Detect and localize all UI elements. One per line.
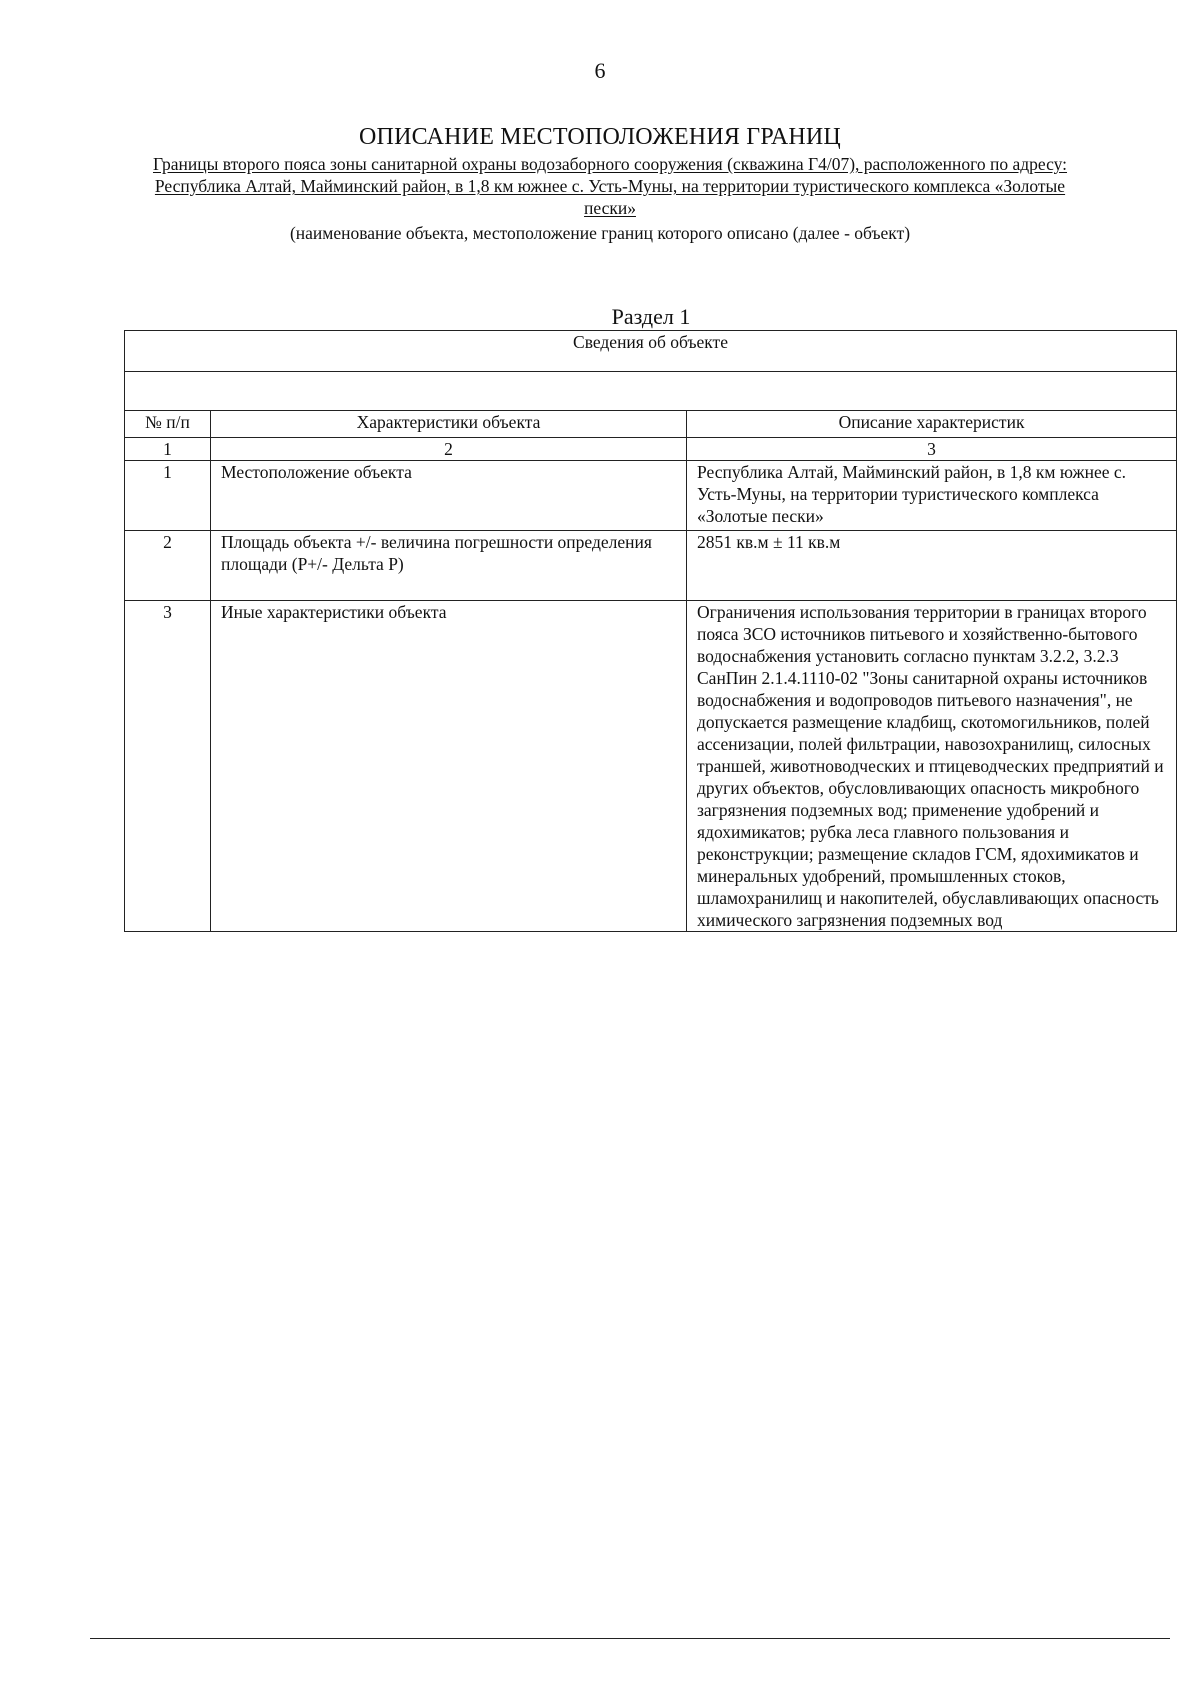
blank-cell [125,372,1177,411]
column-header-row [125,411,1177,438]
row-characteristic: Местоположение объекта [211,461,687,531]
row-number: 3 [125,601,211,932]
column-number-3: 3 [687,438,1177,461]
document-title: ОПИСАНИЕ МЕСТОПОЛОЖЕНИЯ ГРАНИЦ [359,124,841,150]
footer-divider [90,1638,1170,1639]
row-description: Республика Алтай, Майминский район, в 1,8 км южнее с. Усть-Муны, на территории туристического комплекса «Золотые пески» [687,461,1177,531]
section-label: Раздел 1 [611,304,691,329]
table-heading: Сведения об объекте [125,331,1177,372]
object-name-caption: (наименование объекта, местоположение границ которого описано (далее - объект) [289,223,911,243]
object-name: Границы второго пояса зоны санитарной охраны водозаборного сооружения (скважина Г4/07), расположенного по адресу: Республика Алтай, Майминский район, в 1,8 км южнее с. Усть-Муны, на территории туристического комплекса «Золотые пески» [152,154,1068,218]
row-description: 2851 кв.м ± 11 кв.м [687,531,1177,601]
object-info-table [124,330,1177,932]
table-row [125,601,1177,932]
column-header-description: Описание характеристик [687,411,1177,438]
column-header-number: № п/п [125,411,211,438]
table-row [125,461,1177,531]
table-row [125,531,1177,601]
table-heading-row [125,331,1177,372]
row-description: Ограничения использования территории в границах второго пояса ЗСО источников питьевого и хозяйственно-бытового водоснабжения установить согласно пунктам 3.2.2, 3.2.3 СанПин 2.1.4.1110-02 "Зоны санитарной охраны источников водоснабжения и водопроводов питьевого назначения", не допускается размещение кладбищ, скотомогильников, полей ассенизации, полей фильтрации, навозохранилищ, силосных траншей, животноводческих и птицеводческих предприятий и других объектов, обусловливающих опасность микробного загрязнения подземных вод; применение удобрений и ядохимикатов; рубка леса главного пользования и реконструкции; размещение складов ГСМ, ядохимикатов и минеральных удобрений, промышленных стоков, шламохранилищ и накопителей, обуславливающих опасность химического загрязнения подземных вод [687,601,1177,932]
table-blank-row [125,372,1177,411]
row-number: 1 [125,461,211,531]
column-number-row [125,438,1177,461]
page-number: 6 [594,58,606,83]
column-header-characteristic: Характеристики объекта [211,411,687,438]
column-number-1: 1 [125,438,211,461]
row-characteristic: Площадь объекта +/- величина погрешности определения площади (P+/- Дельта P) [211,531,687,601]
row-characteristic: Иные характеристики объекта [211,601,687,932]
row-number: 2 [125,531,211,601]
column-number-2: 2 [211,438,687,461]
